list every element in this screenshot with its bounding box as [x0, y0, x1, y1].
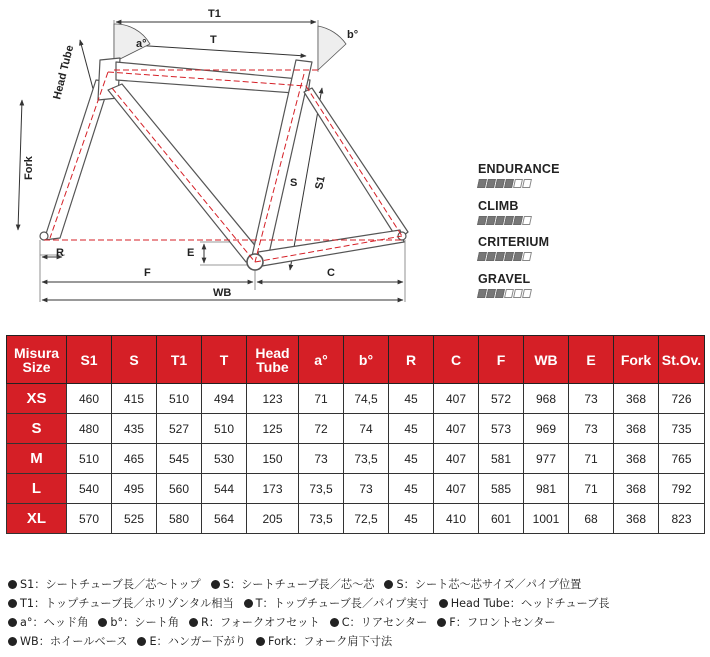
value-cell: 74	[344, 414, 389, 444]
rating-label: ENDURANCE	[478, 162, 560, 176]
top-tube-outline	[116, 62, 310, 94]
legend-text: T：トップチューブ長／パイプ実寸	[255, 597, 429, 610]
column-header: T	[202, 336, 247, 384]
head-tube-label: Head Tube	[51, 44, 77, 101]
legend-item	[98, 613, 179, 632]
value-cell: 74,5	[344, 384, 389, 414]
rating-boxes	[478, 179, 560, 188]
column-header: C	[434, 336, 479, 384]
value-cell: 73,5	[344, 444, 389, 474]
value-cell: 823	[659, 504, 705, 534]
value-cell: 71	[569, 444, 614, 474]
legend-text: Head Tube：ヘッドチューブ長	[450, 597, 610, 610]
value-cell: 45	[389, 414, 434, 444]
t1-label: T1	[208, 8, 221, 20]
rating-boxes	[478, 252, 549, 261]
value-cell: 726	[659, 384, 705, 414]
value-cell: 368	[614, 504, 659, 534]
rating-gravel	[478, 272, 531, 298]
wb-label: WB	[213, 287, 232, 299]
value-cell: 407	[434, 444, 479, 474]
legend-text: F：フロントセンター	[449, 616, 556, 629]
legend-item	[330, 613, 428, 632]
rating-criterium	[478, 235, 549, 261]
rating-label: CRITERIUM	[478, 235, 550, 249]
rating-box-empty	[522, 252, 532, 261]
legend-item	[8, 632, 127, 651]
table-body	[7, 384, 705, 534]
legend-line	[8, 632, 620, 651]
table-row	[7, 414, 705, 444]
column-header: T1	[157, 336, 202, 384]
column-header: Fork	[614, 336, 659, 384]
legend-line	[8, 594, 620, 613]
value-cell: 45	[389, 444, 434, 474]
rating-label: CLIMB	[478, 199, 519, 213]
value-cell: 205	[247, 504, 299, 534]
bullet-icon	[256, 637, 265, 646]
legend-line	[8, 575, 620, 594]
value-cell: 72	[299, 414, 344, 444]
value-cell: 510	[202, 414, 247, 444]
value-cell: 73	[299, 444, 344, 474]
value-cell: 495	[112, 474, 157, 504]
column-header: E	[569, 336, 614, 384]
size-cell: L	[7, 474, 67, 504]
rating-box-empty	[522, 179, 532, 188]
value-cell: 545	[157, 444, 202, 474]
size-cell: XL	[7, 504, 67, 534]
chain-stay-outline	[258, 230, 404, 266]
value-cell: 969	[524, 414, 569, 444]
value-cell: 368	[614, 474, 659, 504]
value-cell: 73,5	[299, 504, 344, 534]
value-cell: 368	[614, 444, 659, 474]
legend-item	[189, 613, 320, 632]
legend-item	[137, 632, 246, 651]
value-cell: 72,5	[344, 504, 389, 534]
table-row	[7, 444, 705, 474]
bullet-icon	[330, 618, 339, 627]
value-cell: 368	[614, 384, 659, 414]
value-cell: 573	[479, 414, 524, 444]
value-cell: 71	[299, 384, 344, 414]
value-cell: 435	[112, 414, 157, 444]
value-cell: 368	[614, 414, 659, 444]
legend-text: b°：シート角	[110, 616, 180, 629]
fork-label: Fork	[23, 156, 35, 180]
legend-text: WB：ホイールベース	[20, 635, 128, 648]
legend-item	[439, 594, 610, 613]
t-label: T	[210, 34, 217, 46]
legend-text: T1：トップチューブ長／ホリゾンタル相当	[20, 597, 234, 610]
value-cell: 45	[389, 474, 434, 504]
a-angle-label: a°	[136, 38, 147, 50]
rating-label: GRAVEL	[478, 272, 531, 286]
value-cell: 564	[202, 504, 247, 534]
value-cell: 544	[202, 474, 247, 504]
r-label: R	[56, 247, 64, 259]
column-header: S	[112, 336, 157, 384]
value-cell: 981	[524, 474, 569, 504]
rating-boxes	[478, 216, 531, 225]
c-label: C	[327, 267, 335, 279]
legend-text: C：リアセンター	[341, 616, 428, 629]
value-cell: 580	[157, 504, 202, 534]
value-cell: 540	[67, 474, 112, 504]
value-cell: 1001	[524, 504, 569, 534]
legend-item	[256, 632, 392, 651]
value-cell: 173	[247, 474, 299, 504]
size-cell: XS	[7, 384, 67, 414]
rating-endurance	[478, 162, 560, 188]
bullet-icon	[384, 580, 393, 589]
value-cell: 460	[67, 384, 112, 414]
fork-dimension	[18, 100, 22, 230]
value-cell: 480	[67, 414, 112, 444]
fork-dropout	[40, 232, 48, 240]
value-cell: 765	[659, 444, 705, 474]
legend-text: S：シートチューブ長／芯〜芯	[222, 578, 375, 591]
value-cell: 465	[112, 444, 157, 474]
value-cell: 407	[434, 384, 479, 414]
value-cell: 735	[659, 414, 705, 444]
bullet-icon	[8, 618, 17, 627]
value-cell: 510	[67, 444, 112, 474]
value-cell: 71	[569, 474, 614, 504]
legend-text: R：フォークオフセット	[201, 616, 320, 629]
value-cell: 792	[659, 474, 705, 504]
b-angle-label: b°	[347, 29, 359, 41]
value-cell: 45	[389, 504, 434, 534]
bike-frame	[40, 58, 408, 270]
value-cell: 581	[479, 444, 524, 474]
value-cell: 73,5	[299, 474, 344, 504]
bullet-icon	[98, 618, 107, 627]
legend-line	[8, 613, 620, 632]
geometry-table	[6, 335, 705, 534]
legend-item	[384, 575, 581, 594]
value-cell: 407	[434, 414, 479, 444]
column-header: R	[389, 336, 434, 384]
bullet-icon	[211, 580, 220, 589]
value-cell: 585	[479, 474, 524, 504]
value-cell: 570	[67, 504, 112, 534]
legend-item	[244, 594, 429, 613]
e-label: E	[187, 247, 195, 259]
value-cell: 73	[569, 384, 614, 414]
legend-text: Fork：フォーク肩下寸法	[268, 635, 393, 648]
value-cell: 407	[434, 474, 479, 504]
column-header: Misura Size	[7, 336, 67, 384]
f-label: F	[144, 267, 151, 279]
s1-label: S1	[313, 174, 328, 191]
rating-boxes	[478, 289, 531, 298]
legend-text: S1：シートチューブ長／芯〜トップ	[20, 578, 201, 591]
column-header: a°	[299, 336, 344, 384]
column-header: b°	[344, 336, 389, 384]
bullet-icon	[8, 599, 17, 608]
column-header: Head Tube	[247, 336, 299, 384]
legend-item	[8, 594, 234, 613]
bullet-icon	[8, 580, 17, 589]
bullet-icon	[137, 637, 146, 646]
rating-box-empty	[522, 289, 532, 298]
value-cell: 125	[247, 414, 299, 444]
value-cell: 525	[112, 504, 157, 534]
value-cell: 150	[247, 444, 299, 474]
table-row	[7, 384, 705, 414]
bullet-icon	[8, 637, 17, 646]
table-row	[7, 504, 705, 534]
bullet-icon	[439, 599, 448, 608]
value-cell: 415	[112, 384, 157, 414]
table-row	[7, 474, 705, 504]
legend-item	[211, 575, 375, 594]
frame-geometry-diagram	[0, 0, 470, 310]
rating-box-empty	[522, 216, 532, 225]
legend	[8, 575, 620, 651]
bullet-icon	[189, 618, 198, 627]
column-header: WB	[524, 336, 569, 384]
rating-climb	[478, 199, 531, 225]
value-cell: 494	[202, 384, 247, 414]
legend-text: E：ハンガー下がり	[149, 635, 247, 648]
column-header: F	[479, 336, 524, 384]
value-cell: 977	[524, 444, 569, 474]
value-cell: 572	[479, 384, 524, 414]
column-header: S1	[67, 336, 112, 384]
legend-item	[8, 575, 201, 594]
value-cell: 45	[389, 384, 434, 414]
value-cell: 410	[434, 504, 479, 534]
legend-item	[8, 613, 88, 632]
bullet-icon	[437, 618, 446, 627]
value-cell: 527	[157, 414, 202, 444]
seat-angle-wedge	[318, 26, 346, 70]
value-cell: 68	[569, 504, 614, 534]
value-cell: 560	[157, 474, 202, 504]
value-cell: 510	[157, 384, 202, 414]
value-cell: 73	[569, 414, 614, 444]
value-cell: 968	[524, 384, 569, 414]
value-cell: 530	[202, 444, 247, 474]
legend-item	[437, 613, 555, 632]
table-header-row	[7, 336, 705, 384]
bullet-icon	[244, 599, 253, 608]
legend-text: a°：ヘッド角	[20, 616, 89, 629]
legend-text: S：シート芯〜芯サイズ／パイプ位置	[396, 578, 582, 591]
value-cell: 601	[479, 504, 524, 534]
s-label: S	[290, 177, 298, 189]
value-cell: 123	[247, 384, 299, 414]
column-header: St.Ov.	[659, 336, 705, 384]
size-cell: M	[7, 444, 67, 474]
size-cell: S	[7, 414, 67, 444]
value-cell: 73	[344, 474, 389, 504]
